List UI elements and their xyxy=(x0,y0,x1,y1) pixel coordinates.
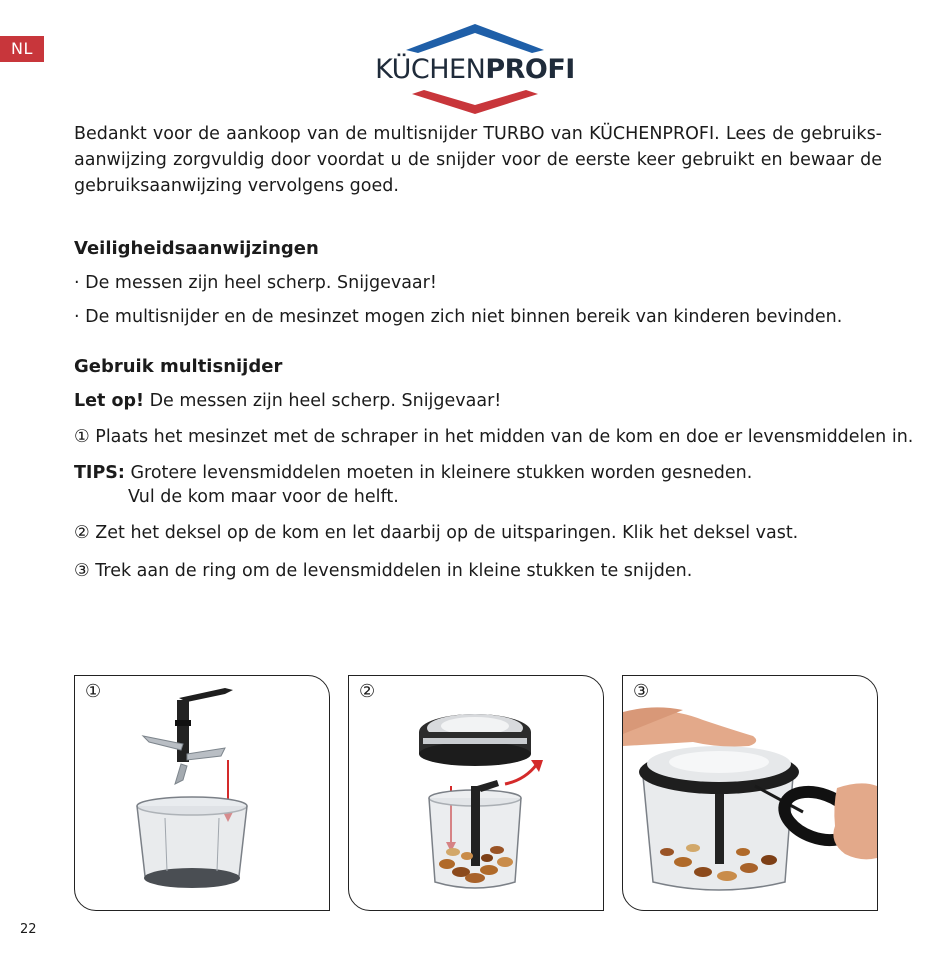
safety-heading: Veiligheidsaanwijzingen xyxy=(74,238,319,259)
kuechenprofi-logo xyxy=(372,22,578,116)
warning-label: Let op! xyxy=(74,391,145,411)
figure-2-lid-illustration xyxy=(349,676,603,910)
figure-3 xyxy=(622,675,878,911)
warning-line xyxy=(74,389,882,413)
usage-heading: Gebruik multisnijder xyxy=(74,356,283,377)
figure-1-number: ① xyxy=(85,681,102,702)
page-number: 22 xyxy=(20,922,37,937)
figure-1-blade-insert-illustration xyxy=(75,676,329,910)
safety-item-2: · De multisnijder en de mesinzet mogen zich niet binnen bereik van kinderen bevinden. xyxy=(74,307,843,327)
figure-1 xyxy=(74,675,330,911)
step-2-text: Zet het deksel op de kom en let daarbij op de uitsparingen. Klik het deksel vast. xyxy=(89,523,799,543)
figure-3-pull-ring-illustration xyxy=(623,676,877,910)
step-2-number: ② xyxy=(74,523,90,543)
language-tab: NL xyxy=(0,36,44,62)
figures-row xyxy=(74,675,880,911)
tips-line xyxy=(74,461,882,485)
tip-2: Vul de kom maar voor de helft. xyxy=(128,487,399,507)
warning-text: De messen zijn heel scherp. Snijgevaar! xyxy=(144,391,502,411)
figure-2 xyxy=(348,675,604,911)
step-1-number: ① xyxy=(74,427,90,447)
step-1-text: Plaats het mesinzet met de schraper in het midden van de kom en doe er levensmiddelen in. xyxy=(89,427,914,447)
tip-1: Grotere levensmiddelen moeten in kleinere stukken worden gesneden. xyxy=(124,463,753,483)
figure-3-number: ③ xyxy=(633,681,650,702)
safety-item-1: · De messen zijn heel scherp. Snijgevaar! xyxy=(74,273,437,293)
tips-label: TIPS: xyxy=(74,463,125,483)
step-1 xyxy=(74,425,914,449)
instructions-content xyxy=(74,121,914,583)
step-3-text: Trek aan de ring om de levensmiddelen in kleine stukken te snijden. xyxy=(89,561,693,581)
logo-text-profi: PROFI xyxy=(485,54,575,85)
step-2 xyxy=(74,521,882,545)
step-3-number: ③ xyxy=(74,561,90,581)
step-3 xyxy=(74,559,882,583)
logo-text-kuechen: KÜCHEN xyxy=(375,54,486,85)
figure-2-number: ② xyxy=(359,681,376,702)
intro-paragraph: Bedankt voor de aankoop van de multisnijder TURBO van KÜCHENPROFI. Lees de gebruiks-aanwijzing zorgvuldig door voordat u de snijder voor de eerste keer gebruikt en bewaar de gebruiksaanwijzing vervolgens goed. xyxy=(74,124,882,196)
